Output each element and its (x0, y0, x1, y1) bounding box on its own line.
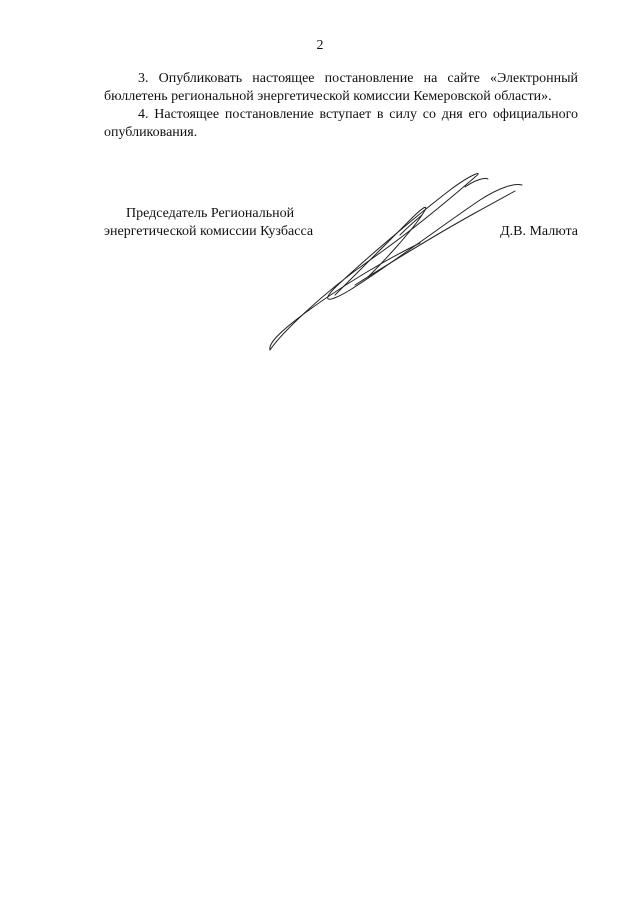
signer-name: Д.В. Малюта (500, 224, 578, 239)
document-body (104, 70, 578, 142)
paragraph-4: 4. Настоящее постановление вступает в силу со дня его официального опубликования. (104, 107, 578, 140)
signer-title-line1: Председатель Региональной (126, 206, 295, 221)
handwritten-signature (260, 165, 540, 355)
signer-title-line2: энергетической комиссии Кузбасса (104, 224, 314, 239)
paragraph-3: 3. Опубликовать настоящее постановление на сайте «Электронный бюллетень региональной энергетической комиссии Кемеровской области». (104, 71, 578, 104)
page-number: 2 (316, 38, 324, 53)
signature-block (104, 205, 578, 241)
